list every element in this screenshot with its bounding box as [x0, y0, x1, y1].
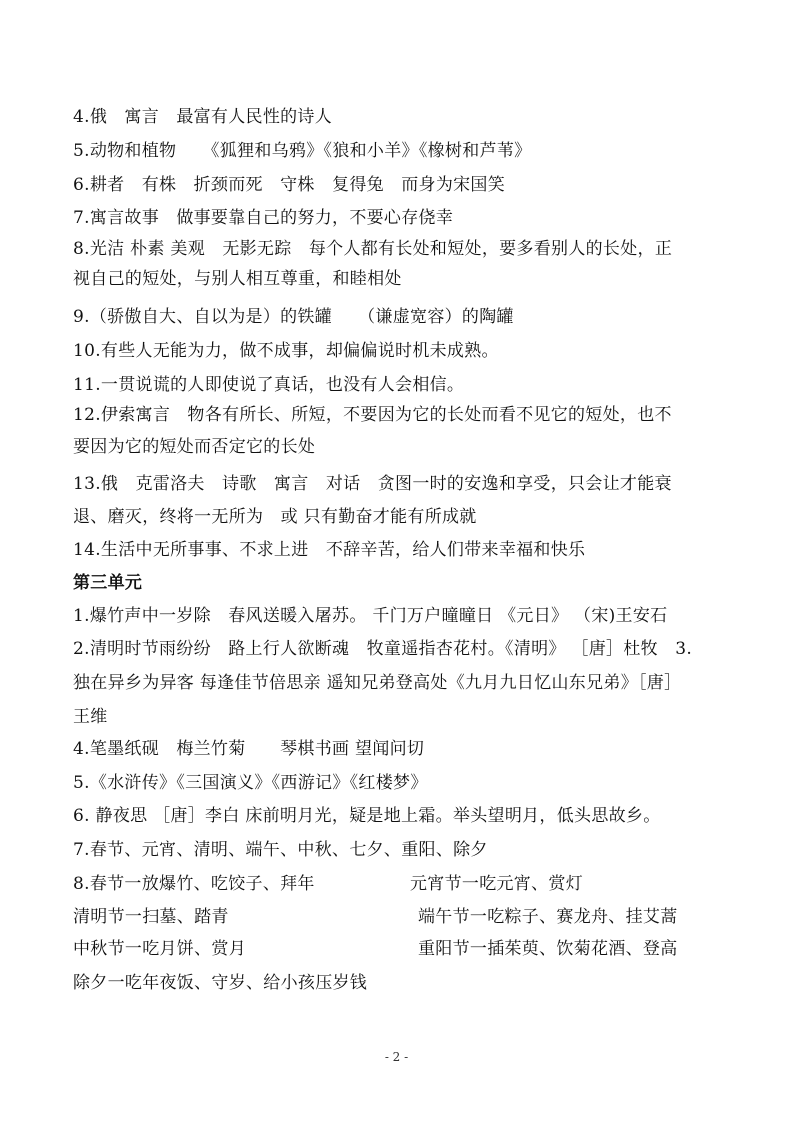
festival-right: 端午节一吃粽子、赛龙舟、挂艾蒿 — [418, 907, 678, 927]
festival-right: 重阳节一插茱萸、饮菊花酒、登高 — [418, 939, 678, 959]
answer-line: 王维 — [73, 707, 108, 727]
festival-left: 中秋节一吃月饼、赏月 — [73, 939, 246, 959]
answer-line: 除夕一吃年夜饭、守岁、给小孩压岁钱 — [73, 973, 368, 993]
answer-line: 12.伊索寓言 物各有所长、所短，不要因为它的长处而看不见它的短处，也不 — [73, 405, 672, 425]
answer-line: 7.寓言故事 做事要靠自己的努力，不要心存侥幸 — [73, 208, 454, 228]
answer-line: 11.一贯说谎的人即使说了真话，也没有人会相信。 — [73, 375, 465, 395]
answer-line: 14.生活中无所事事、不求上进 不辞辛苦，给人们带来幸福和快乐 — [73, 540, 586, 560]
answer-line: 6. 静夜思 ［唐］李白 床前明月光，疑是地上霜。举头望明月，低头思故乡。 — [73, 806, 661, 826]
answer-line: 13.俄 克雷洛夫 诗歌 寓言 对话 贪图一时的安逸和享受，只会让才能衰 — [73, 474, 672, 494]
answer-line: 7.春节、元宵、清明、端午、中秋、七夕、重阳、除夕 — [73, 840, 488, 860]
answer-line: 2.清明时节雨纷纷 路上行人欲断魂 牧童遥指杏花村。《清明》 ［唐］杜牧 3. — [73, 639, 693, 659]
answer-line: 4.笔墨纸砚 梅兰竹菊 琴棋书画 望闻问切 — [73, 739, 425, 759]
festival-left: 8.春节一放爆竹、吃饺子、拜年 — [73, 874, 315, 894]
answer-line: 4.俄 寓言 最富有人民性的诗人 — [73, 107, 333, 127]
answer-line: 5.动物和植物 《狐狸和乌鸦》《狼和小羊》《橡树和芦苇》 — [73, 141, 532, 161]
answer-line: 视自己的短处，与别人相互尊重，和睦相处 — [73, 269, 402, 289]
answer-line: 9.（骄傲自大、自以为是）的铁罐 （谦虚宽容）的陶罐 — [73, 307, 514, 327]
answer-line: 8.光洁 朴素 美观 无影无踪 每个人都有长处和短处，要多看别人的长处，正 — [73, 239, 673, 259]
answer-line: 1.爆竹声中一岁除 春风送暖入屠苏。 千门万户曈曈日 《元日》 （宋)王安石 — [73, 606, 668, 626]
page-number: - 2 - — [384, 1050, 409, 1064]
answer-line: 10.有些人无能为力，做不成事，却偏偏说时机未成熟。 — [73, 341, 499, 361]
festival-right: 元宵节一吃元宵、赏灯 — [410, 874, 583, 894]
answer-line: 6.耕者 有株 折颈而死 守株 复得兔 而身为宋国笑 — [73, 175, 506, 195]
answer-line: 要因为它的短处而否定它的长处 — [73, 437, 316, 457]
section-heading: 第三单元 — [73, 573, 143, 593]
answer-line: 退、磨灭，终将一无所为 或 只有勤奋才能有所成就 — [73, 507, 477, 527]
answer-line: 5.《水浒传》《三国演义》《西游记》《红楼梦》 — [73, 773, 428, 793]
festival-left: 清明节一扫墓、踏青 — [73, 907, 229, 927]
answer-line: 独在异乡为异客 每逢佳节倍思亲 遥知兄弟登高处《九月九日忆山东兄弟》［唐］ — [73, 673, 682, 693]
